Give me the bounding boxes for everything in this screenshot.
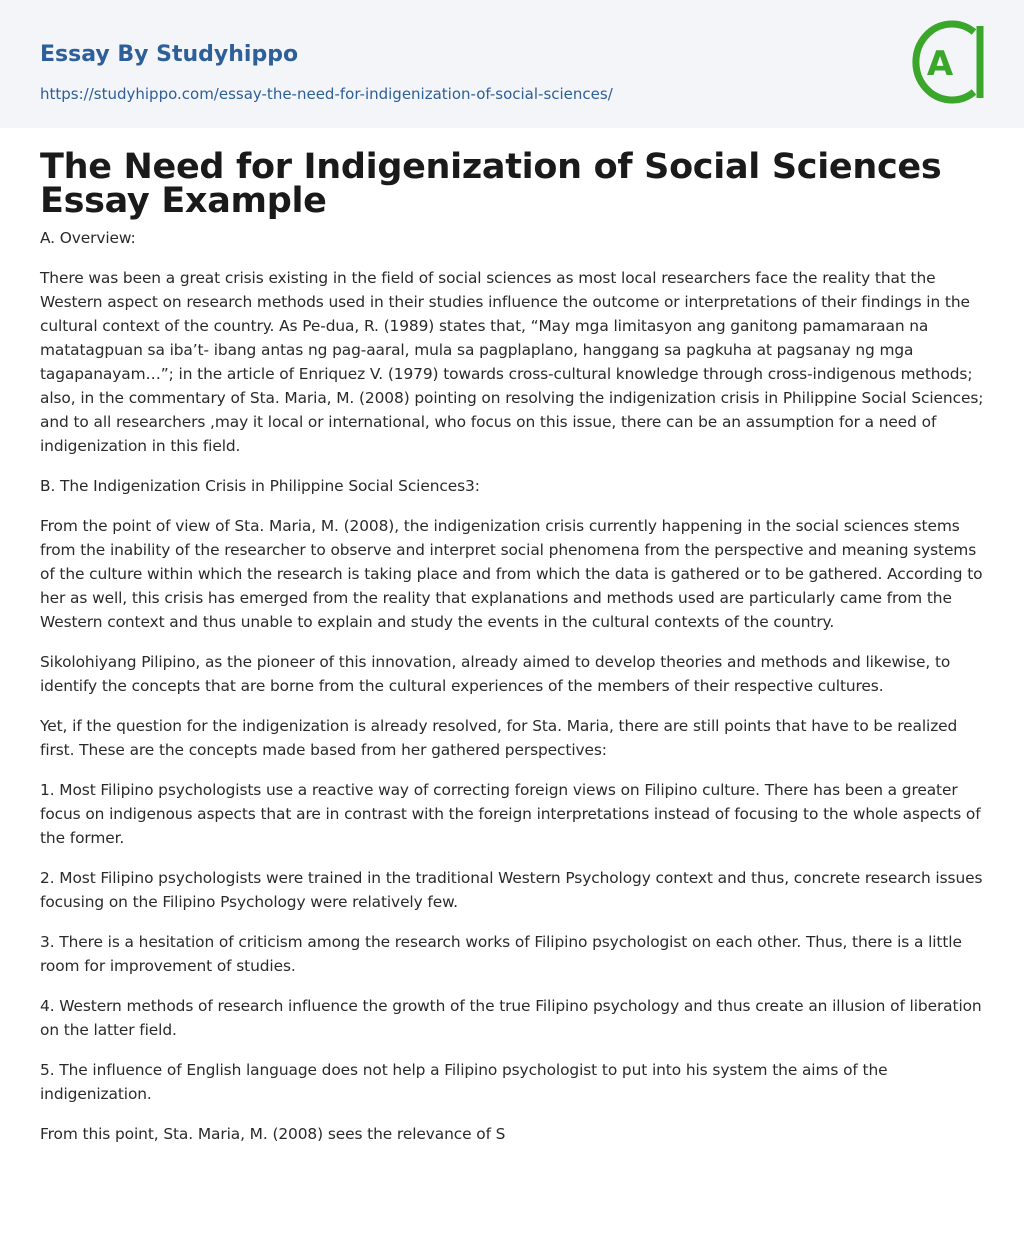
section-heading-overview: A. Overview:	[40, 229, 136, 247]
brand-link[interactable]: Essay By Studyhippo	[40, 42, 299, 67]
paragraph: Yet, if the question for the indigenization is already resolved, for Sta. Maria, there are still points that have to be realized first. These are the concepts made based from her gathered perspectives:	[40, 717, 958, 759]
paragraph: There was been a great crisis existing in the field of social sciences as most local researchers face the reality that the Western aspect on research methods used in their studies influence the outcome or interpretations of their findings in the cultural context of the country. As Pe-dua, R. (1989) states that, “May mga limitasyon ang ganitong pamamaraan na matatagpuan sa iba’t- ibang antas ng pag-aaral, mula sa pagplaplano, hanggang sa pagkuha at pagsanay ng mga tagapanayam…”; in the article of Enriquez V. (1979) towards cross-cultural knowledge through cross-indigenous methods; also, in the commentary of Sta. Maria, M. (2008) pointing on resolving the indigenization crisis in Philippine Social Sciences; and to all researchers ,may it local or international, who focus on this issue, there can be an assumption for a need of indigenization in this field.	[40, 269, 984, 455]
site-header	[0, 0, 1024, 128]
list-item: 3. There is a hesitation of criticism among the research works of Filipino psychologist on each other. Thus, there is a little room for improvement of studies.	[40, 933, 962, 975]
list-item: 2. Most Filipino psychologists were trained in the traditional Western Psychology context and thus, concrete research issues focusing on the Filipino Psychology were relatively few.	[40, 869, 983, 911]
list-item: 1. Most Filipino psychologists use a reactive way of correcting foreign views on Filipino culture. There has been a greater focus on indigenous aspects that are in contrast with the foreign interpretations instead of focusing to the whole aspects of the former.	[40, 781, 981, 847]
paragraph-truncated: From this point, Sta. Maria, M. (2008) sees the relevance of S	[40, 1125, 506, 1143]
source-url-link[interactable]: https://studyhippo.com/essay-the-need-for-indigenization-of-social-sciences/	[40, 85, 613, 103]
section-heading-crisis: B. The Indigenization Crisis in Philippine Social Sciences3:	[40, 477, 480, 495]
article	[0, 147, 1024, 1146]
article-title: The Need for Indigenization of Social Sciences Essay Example	[40, 147, 942, 221]
studyhippo-logo-icon[interactable]	[910, 18, 990, 106]
list-item: 4. Western methods of research influence the growth of the true Filipino psychology and thus create an illusion of liberation on the latter field.	[40, 997, 982, 1039]
paragraph: From the point of view of Sta. Maria, M. (2008), the indigenization crisis currently happening in the social sciences stems from the inability of the researcher to observe and interpret social phenomena from the perspective and meaning systems of the culture within which the research is taking place and from which the data is gathered or to be gathered. According to her as well, this crisis has emerged from the reality that explanations and methods used are particularly came from the Western context and thus unable to explain and study the events in the cultural contexts of the country.	[40, 517, 983, 631]
list-item: 5. The influence of English language does not help a Filipino psychologist to put into his system the aims of the indigenization.	[40, 1061, 888, 1103]
paragraph: Sikolohiyang Pilipino, as the pioneer of this innovation, already aimed to develop theories and methods and likewise, to identify the concepts that are borne from the cultural experiences of the members of their respective cultures.	[40, 653, 951, 695]
logo-letter: A	[926, 44, 954, 84]
